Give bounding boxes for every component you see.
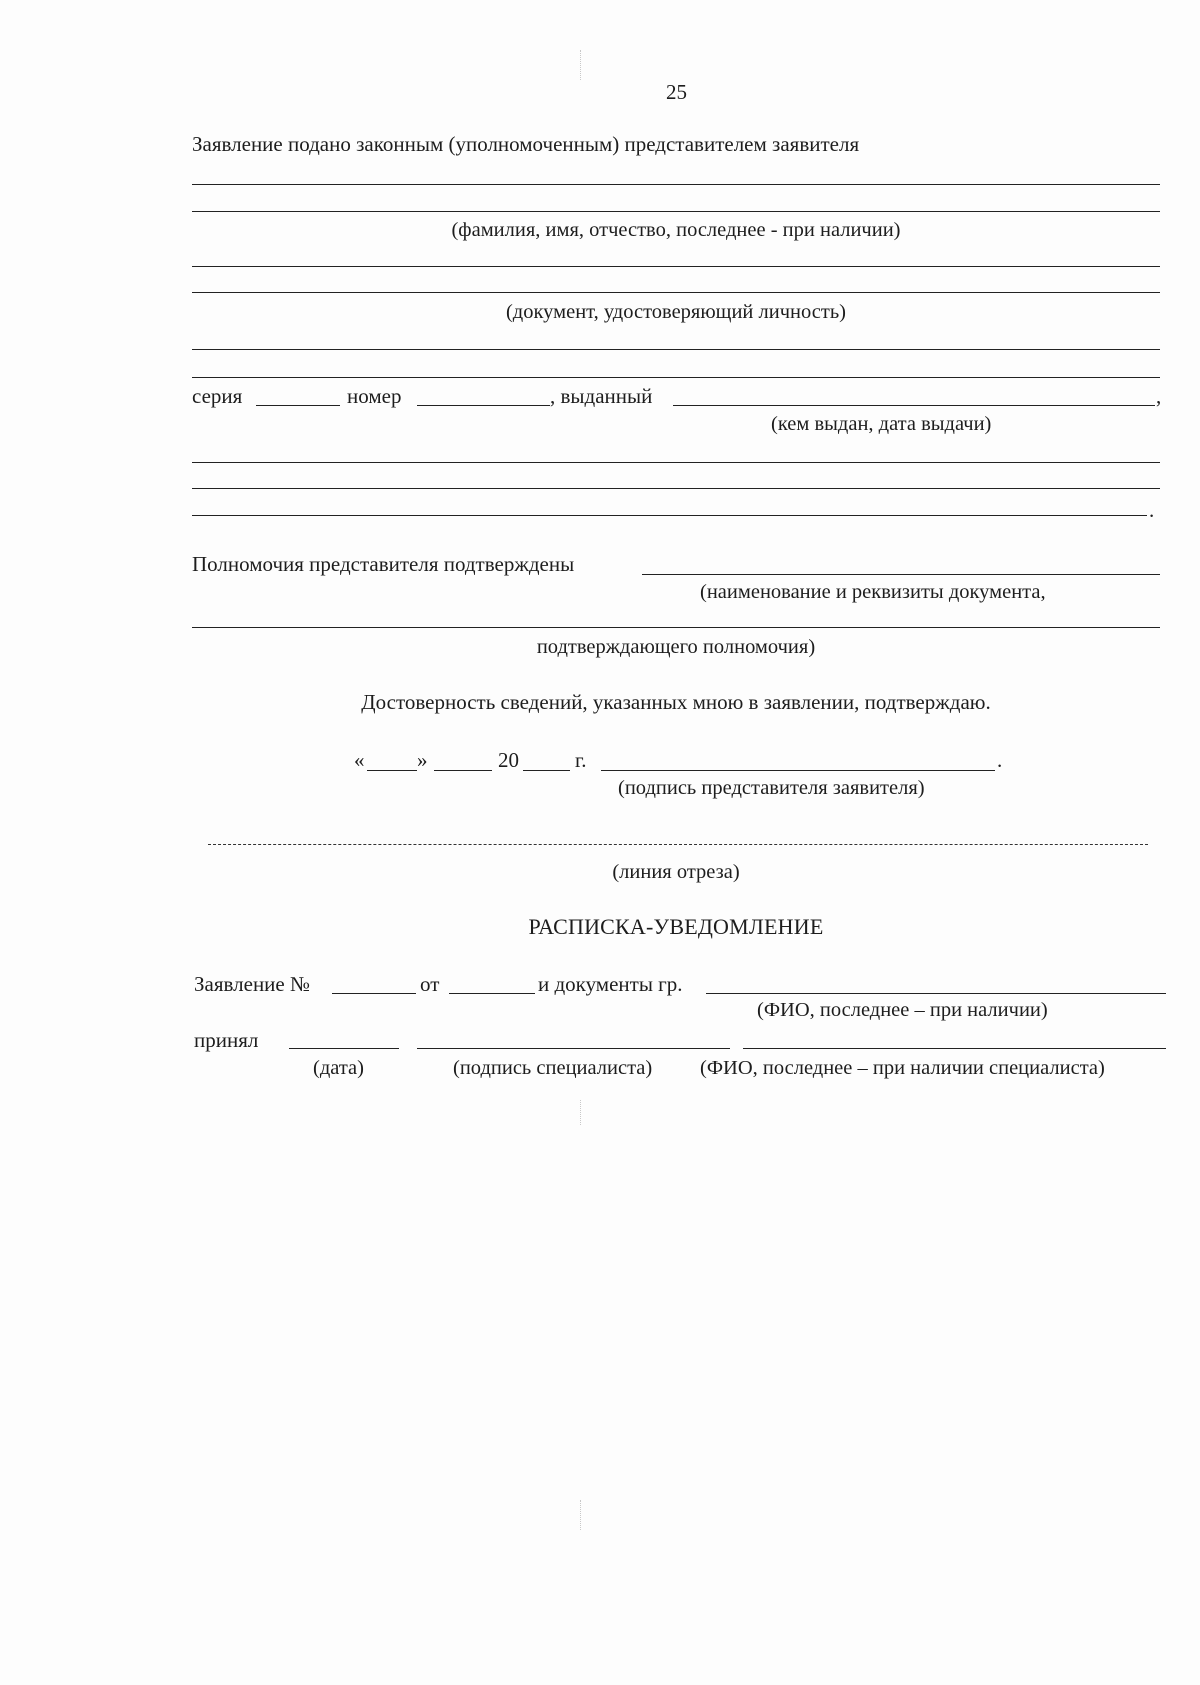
issued-by-line-4[interactable] xyxy=(192,515,1147,516)
specialist-signature-field[interactable] xyxy=(417,1048,730,1049)
specialist-fio-field[interactable] xyxy=(743,1048,1166,1049)
fio-caption: (фамилия, имя, отчество, последнее - при наличии) xyxy=(451,219,901,241)
application-date-field[interactable] xyxy=(449,993,535,994)
scan-artifact xyxy=(580,1100,582,1125)
fio-line-1[interactable] xyxy=(192,184,1160,185)
representative-signature-caption: (подпись представителя заявителя) xyxy=(618,777,925,799)
application-no-field[interactable] xyxy=(332,993,416,994)
representative-intro: Заявление подано законным (уполномоченным) представителем заявителя xyxy=(192,132,860,156)
page-number: 25 xyxy=(666,80,687,104)
month-field[interactable] xyxy=(434,770,492,771)
id-doc-line-1[interactable] xyxy=(192,266,1160,267)
scan-artifact xyxy=(580,50,582,80)
year-field[interactable] xyxy=(523,770,570,771)
year-suffix: г. xyxy=(575,748,587,772)
quote-close: » xyxy=(417,748,428,772)
day-field[interactable] xyxy=(367,770,417,771)
quote-open: « xyxy=(354,748,365,772)
representative-signature-field[interactable] xyxy=(601,770,995,771)
fio-line-2[interactable] xyxy=(192,211,1160,212)
trailing-comma: , xyxy=(1156,384,1162,408)
receipt-title: РАСПИСКА-УВЕДОМЛЕНИЕ xyxy=(528,914,824,939)
accepted-label: принял xyxy=(194,1028,259,1052)
documents-label: и документы гр. xyxy=(538,972,683,996)
from-label: от xyxy=(420,972,440,996)
series-field[interactable] xyxy=(256,405,340,406)
year-prefix: 20 xyxy=(498,748,519,772)
authority-caption-1: (наименование и реквизиты документа, xyxy=(700,581,1046,603)
applicant-fio-field[interactable] xyxy=(706,993,1166,994)
specialist-signature-caption: (подпись специалиста) xyxy=(453,1057,653,1079)
id-doc-line-4[interactable] xyxy=(192,377,1160,378)
confirmation-text: Достоверность сведений, указанных мною в заявлении, подтверждаю. xyxy=(361,690,991,714)
number-field[interactable] xyxy=(417,405,550,406)
id-doc-line-2[interactable] xyxy=(192,292,1160,293)
number-label: номер xyxy=(347,384,402,408)
cut-line-caption: (линия отреза) xyxy=(612,861,740,883)
authority-document-field[interactable] xyxy=(642,574,1160,575)
application-no-label: Заявление № xyxy=(194,972,311,996)
issued-by-line-3[interactable] xyxy=(192,488,1160,489)
authority-document-line-2[interactable] xyxy=(192,627,1160,628)
authority-caption-2: подтверждающего полномочия) xyxy=(536,636,816,658)
end-period: . xyxy=(997,748,1003,772)
accepted-date-field[interactable] xyxy=(289,1048,399,1049)
cut-line xyxy=(208,844,1148,845)
id-doc-line-3[interactable] xyxy=(192,349,1160,350)
issued-by-caption: (кем выдан, дата выдачи) xyxy=(771,413,992,435)
specialist-fio-caption: (ФИО, последнее – при наличии специалиста) xyxy=(700,1057,1105,1079)
series-label: серия xyxy=(192,384,243,408)
applicant-fio-caption: (ФИО, последнее – при наличии) xyxy=(757,999,1048,1021)
id-doc-caption: (документ, удостоверяющий личность) xyxy=(505,301,847,323)
issued-by-line-2[interactable] xyxy=(192,462,1160,463)
issued-label: , выданный xyxy=(550,384,653,408)
issued-by-field[interactable] xyxy=(673,405,1155,406)
authority-label: Полномочия представителя подтверждены xyxy=(192,552,575,576)
date-caption: (дата) xyxy=(313,1057,364,1079)
trailing-period: . xyxy=(1149,498,1155,522)
scan-artifact xyxy=(580,1500,582,1530)
